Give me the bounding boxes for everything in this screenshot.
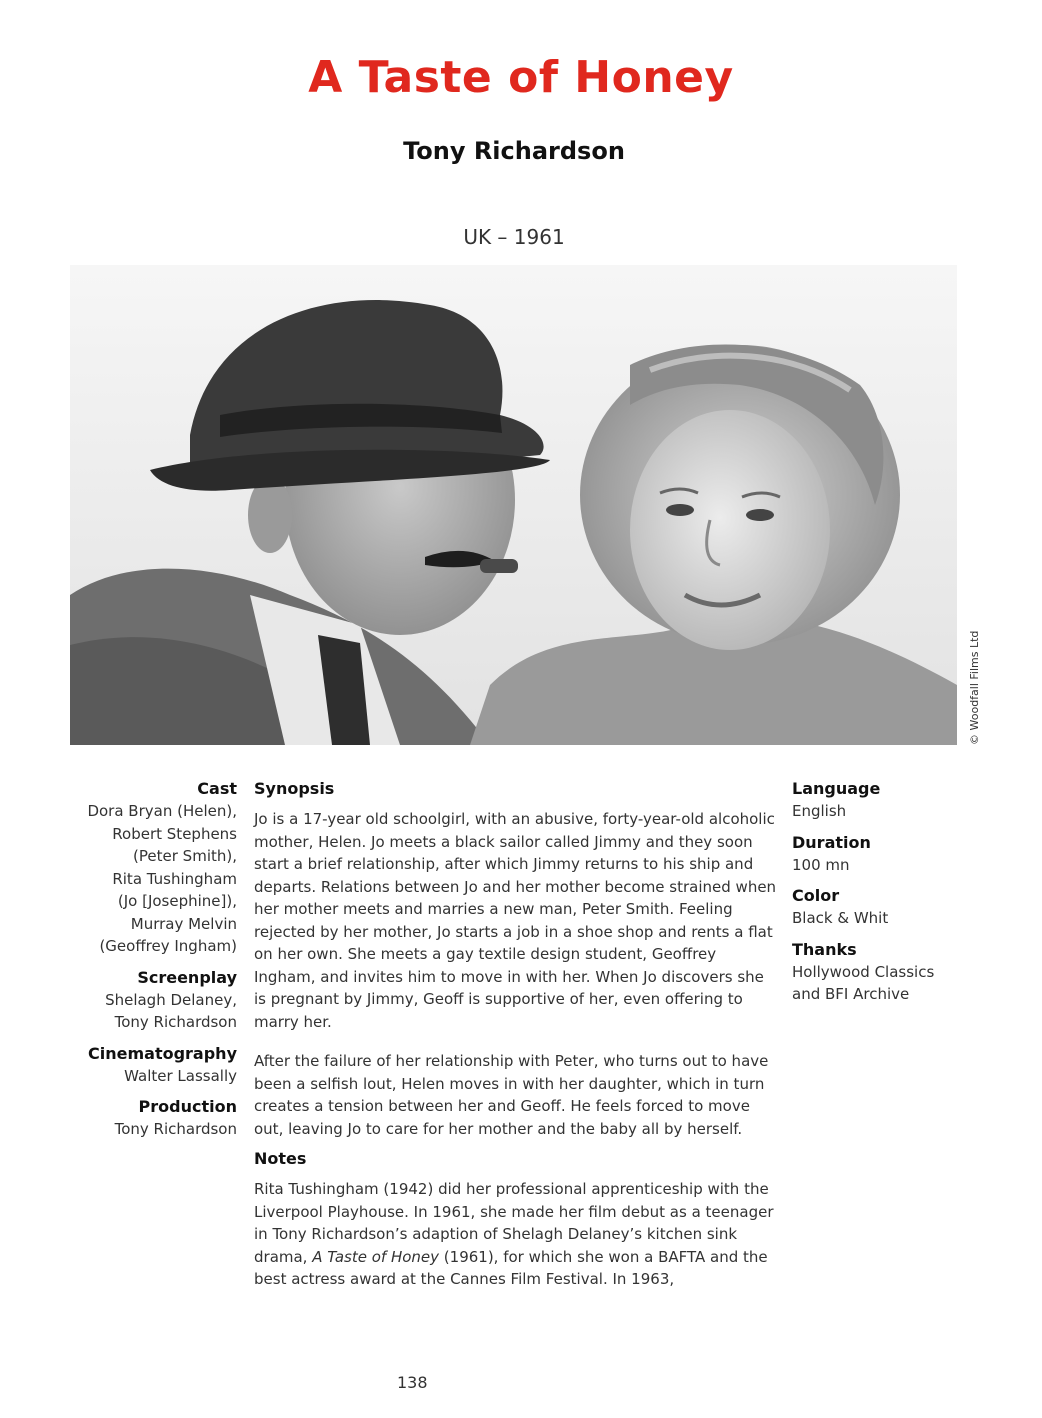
notes-label: Notes bbox=[254, 1149, 307, 1168]
production-value: Tony Richardson bbox=[114, 1120, 237, 1138]
cast-line: Robert Stephens bbox=[112, 824, 237, 843]
cast-line: (Peter Smith), bbox=[133, 847, 237, 865]
notes-film-title: A Taste of Honey bbox=[312, 1247, 440, 1266]
notes-text: Rita Tushingham (1942) did her professional apprenticeship with the Liverpool Playhouse. In 1961, she made her film debut as a teenager in Tony Richardson’s adaption of Shelagh Delaney’s kitchen sink drama, bbox=[254, 1180, 774, 1266]
color-label: Color bbox=[792, 886, 840, 905]
cast-line: Murray Melvin bbox=[130, 914, 237, 933]
photo-credit: © Woodfall Films Ltd bbox=[968, 630, 981, 745]
thanks-label: Thanks bbox=[792, 939, 857, 959]
synopsis-paragraph: After the failure of her relationship with Peter, who turns out to have been a selfish lout, Helen moves in with her daughter, which in turn creates a tension between her and Geoff. He feels forced to move out, leaving Jo to care for her mother and the baby all by herself. bbox=[254, 1052, 769, 1138]
language-label: Language bbox=[792, 779, 881, 798]
cast-line: Rita Tushingham bbox=[112, 869, 237, 888]
notes-paragraph bbox=[254, 1178, 780, 1291]
cinematography-label: Cinematography bbox=[88, 1043, 237, 1063]
film-still-photo bbox=[70, 265, 957, 745]
cast-line: Dora Bryan (Helen), bbox=[87, 802, 237, 820]
language-value: English bbox=[792, 802, 847, 820]
synopsis-paragraph: Jo is a 17-year old schoolgirl, with an abusive, forty-year-old alcoholic mother, Helen. Jo meets a black sailor called Jimmy and they soon start a brief relationship, after which Jimmy returns to his ship and departs. Relations between Jo and her mother become strained when her mother meets and marries a new man, Peter Smith. Feeling rejected by her mother, Jo starts a job in a shoe shop and rents a flat on her own. She meets a gay textile design student, Geoffrey Ingham, and invites him to move in with her. When Jo discovers she is pregnant by Jimmy, Geoff is supportive of her, even offering to marry her. bbox=[254, 810, 777, 1031]
production-label: Production bbox=[138, 1097, 237, 1116]
page-number: 138 bbox=[397, 1373, 428, 1392]
cinematography-value: Walter Lassally bbox=[124, 1066, 237, 1085]
notes-text: (1961), for which she won a BAFTA and the best actress award at the Cannes Film Festival. In 1963, bbox=[254, 1247, 768, 1288]
cast-line: (Jo [Josephine]), bbox=[117, 892, 237, 910]
screenplay-line: Shelagh Delaney, bbox=[105, 990, 237, 1009]
screenplay-line: Tony Richardson bbox=[114, 1013, 237, 1031]
country-year: UK – 1961 bbox=[463, 225, 565, 249]
cast-line: (Geoffrey Ingham) bbox=[99, 937, 237, 955]
info-column bbox=[792, 778, 972, 1015]
color-value: Black & Whit bbox=[792, 909, 889, 927]
duration-label: Duration bbox=[792, 832, 871, 852]
credits-column bbox=[80, 778, 237, 1150]
thanks-line: and BFI Archive bbox=[792, 985, 910, 1003]
thanks-line: Hollywood Classics bbox=[792, 962, 935, 981]
screenplay-label: Screenplay bbox=[137, 967, 237, 987]
film-title: A Taste of Honey bbox=[308, 52, 734, 103]
director-name: Tony Richardson bbox=[403, 137, 625, 165]
cast-label: Cast bbox=[197, 779, 237, 798]
main-text-column bbox=[254, 778, 780, 1308]
synopsis-label: Synopsis bbox=[254, 779, 335, 798]
duration-value: 100 mn bbox=[792, 855, 850, 874]
